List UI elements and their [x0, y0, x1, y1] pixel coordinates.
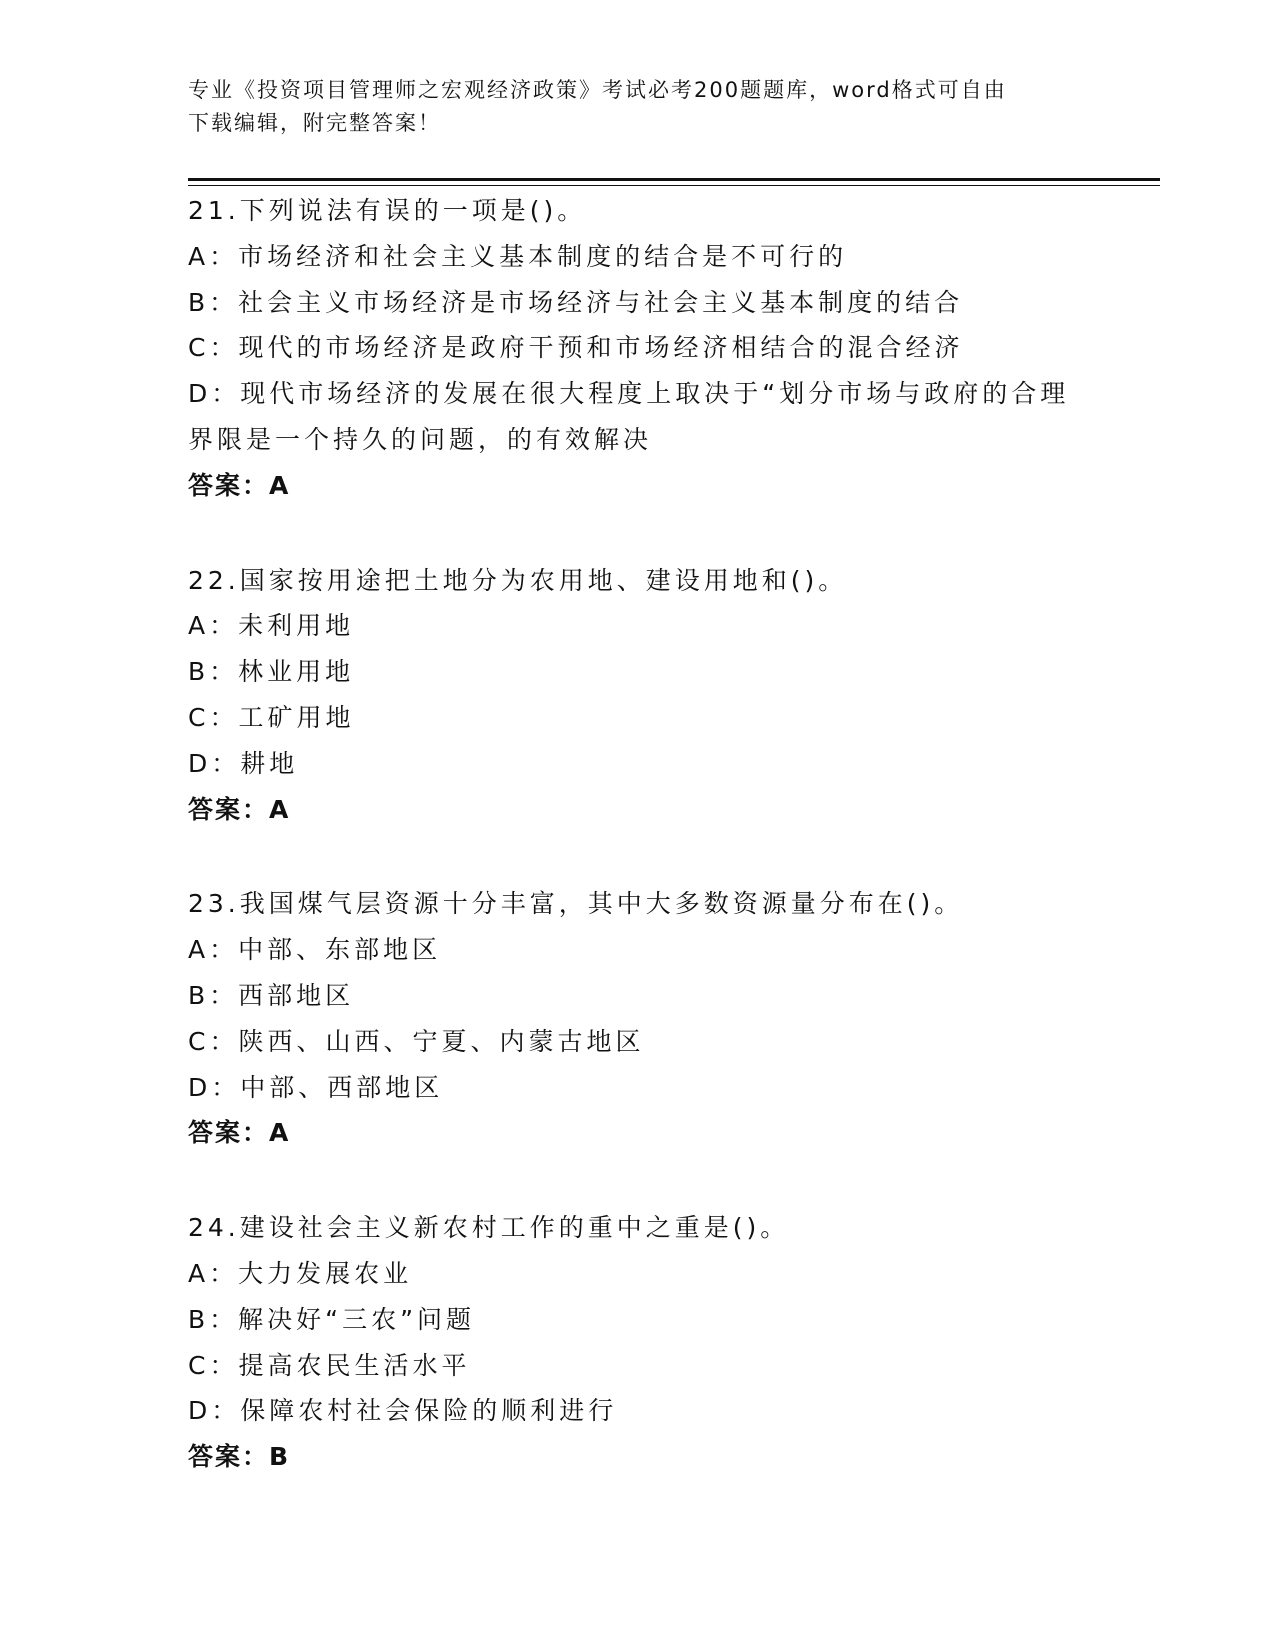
- question-stem: 22.国家按用途把土地分为农用地、建设用地和()。: [188, 565, 848, 595]
- option-d: D：耕地: [188, 748, 299, 778]
- option-b: B：解决好“三农”问题: [188, 1304, 476, 1334]
- header-line-1: 专业《投资项目管理师之宏观经济政策》考试必考200题题库，word格式可自由: [188, 78, 1007, 102]
- option-b: B：林业用地: [188, 657, 355, 687]
- question-stem: 24.建设社会主义新农村工作的重中之重是()。: [188, 1213, 790, 1243]
- option-d: D：中部、西部地区: [188, 1072, 444, 1102]
- question-24: [188, 1205, 1128, 1480]
- document-header: [188, 74, 1088, 140]
- option-a: A：未利用地: [188, 611, 355, 641]
- answer-label: 答案：A: [188, 794, 291, 824]
- question-21: [188, 188, 1128, 509]
- question-stem: 23.我国煤气层资源十分丰富，其中大多数资源量分布在()。: [188, 889, 964, 919]
- option-c: C：陕西、山西、宁夏、内蒙古地区: [188, 1026, 645, 1056]
- question-stem: 21.下列说法有误的一项是()。: [188, 196, 587, 225]
- header-line-2: 下载编辑，附完整答案！: [188, 111, 441, 135]
- option-c: C：现代的市场经济是政府干预和市场经济相结合的混合经济: [188, 333, 964, 363]
- answer-label: 答案：A: [188, 1118, 291, 1148]
- option-d: D：保障农村社会保险的顺利进行: [188, 1396, 618, 1426]
- option-c: C：提高农民生活水平: [188, 1350, 471, 1380]
- option-c: C：工矿用地: [188, 702, 355, 732]
- option-a: A：市场经济和社会主义基本制度的结合是不可行的: [188, 241, 848, 271]
- answer-label: 答案：B: [188, 1442, 291, 1472]
- header-divider-thick: [188, 178, 1160, 181]
- option-d: D：现代市场经济的发展在很大程度上取决于“划分市场与政府的合理: [188, 379, 1070, 409]
- option-b: B：社会主义市场经济是市场经济与社会主义基本制度的结合: [188, 287, 964, 317]
- answer-label: 答案：A: [188, 470, 291, 500]
- option-a: A：大力发展农业: [188, 1258, 413, 1288]
- option-a: A：中部、东部地区: [188, 935, 442, 965]
- question-list: [188, 188, 1128, 1529]
- question-22: [188, 558, 1128, 833]
- header-divider-thin: [188, 185, 1160, 186]
- option-b: B：西部地区: [188, 980, 355, 1010]
- option-d-continued: 界限是一个持久的问题，的有效解决: [188, 424, 653, 454]
- question-23: [188, 881, 1128, 1156]
